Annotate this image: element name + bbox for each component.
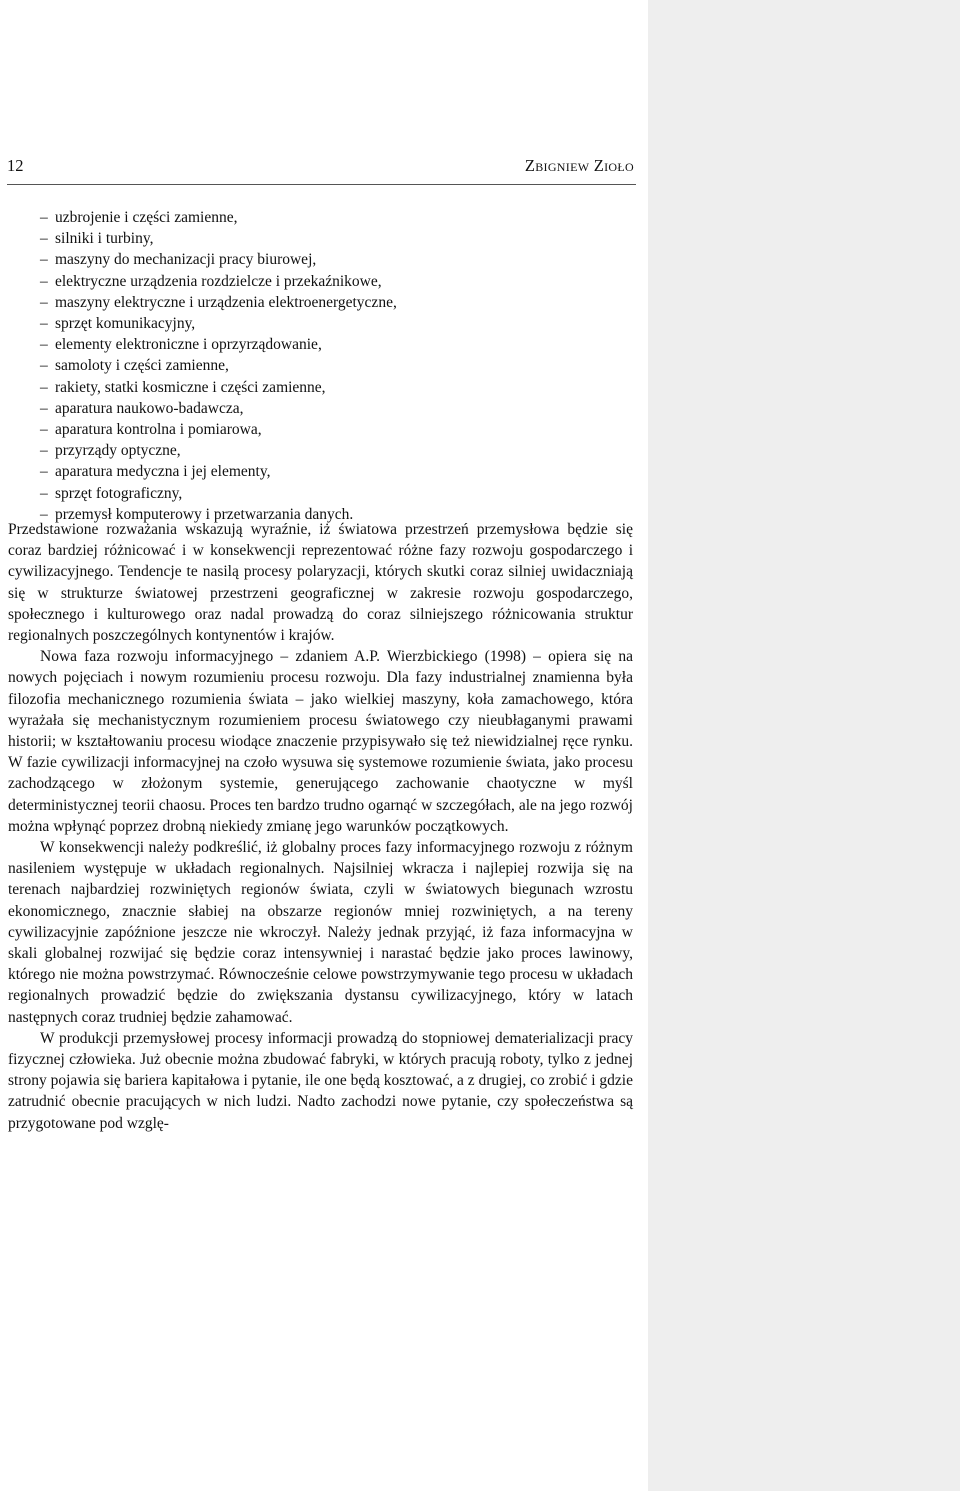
list-item (40, 483, 640, 504)
list-item (40, 419, 640, 440)
list-item (40, 461, 640, 482)
paragraph: W produkcji przemysłowej procesy informacji prowadzą do stopniowej dematerializacji pracy fizycznej człowieka. Już obecnie można zbudować fabryki, w których pracują roboty, tylko z jednej strony pojawia się bariera kapitałowa i pytanie, ile one będą kosztować, a z drugiej, co zrobić i gdzie zatrudnić obecnie pracujących w nich ludzi. Nadto zachodzi nowe pytanie, czy społeczeństwa są przygotowane pod wzglę- (8, 1029, 633, 1132)
list-item-text: rakiety, statki kosmiczne i części zamienne, (55, 378, 326, 396)
paragraph: W konsekwencji należy podkreślić, iż globalny proces fazy informacyjnego rozwoju z różnym nasileniem występuje w układach regionalnych. Najsilniej wkracza i najlepiej rozwija się na terenach najbardziej rozwiniętych regionów świata, czyli w światowych biegunach wzrostu ekonomicznego, znacznie słabiej na obszarze regionów mniej rozwiniętych, a na tereny cywilizacyjnie zapóźnione jeszcze nie wkroczył. Należy jednak przyjąć, iż faza informacyjna w skali globalnej rozwijać się będzie coraz intensywniej i narastać będzie jako proces lawinowy, którego nie można powstrzymać. Równocześnie celowe powstrzymywanie tego procesu w układach regionalnych prowadzić będzie do zwiększania dystansu cywilizacyjnego, który w latach następnych coraz trudniej będzie zahamować. (8, 839, 633, 1026)
dash-marker: – (40, 251, 48, 269)
list-item-text: przyrządy optyczne, (55, 442, 181, 460)
dash-marker: – (40, 357, 48, 375)
list-item-text: elementy elektroniczne i oprzyrządowanie, (55, 336, 322, 354)
dash-marker: – (40, 399, 48, 417)
dash-marker: – (40, 378, 48, 396)
paragraph: Przedstawione rozważania wskazują wyraźnie, iż światowa przestrzeń przemysłowa będzie się coraz bardziej różnicować i w konsekwencji reprezentować różne fazy rozwoju gospodarczego i cywilizacyjnego. Tendencje te nasilą procesy polaryzacji, których skutki coraz silniej uwidaczniają się w strukturze światowej przestrzeni geograficznej w zakresie rozwoju gospodarczego, społecznego i kulturowego oraz nadal prowadzą do coraz silniejszego różnicowania struktur regionalnych poszczególnych kontynentów i krajów. (8, 521, 633, 645)
list-item (40, 334, 640, 355)
dash-marker: – (40, 421, 48, 439)
list-item-text: przemysł komputerowy i przetwarzania danych. (55, 505, 354, 523)
list-item-text: sprzęt fotograficzny, (55, 484, 183, 502)
list-item (40, 228, 640, 249)
dash-marker: – (40, 463, 48, 481)
list-item-text: maszyny elektryczne i urządzenia elektroenergetyczne, (55, 293, 397, 311)
list-item (40, 377, 640, 398)
list-item-text: uzbrojenie i części zamienne, (55, 209, 238, 226)
list-item (40, 313, 640, 334)
body-text (8, 519, 633, 1134)
list-item-text: maszyny do mechanizacji pracy biurowej, (55, 251, 317, 269)
dash-marker: – (40, 230, 48, 248)
list-item-text: sprzęt komunikacyjny, (55, 315, 196, 333)
list-item-text: samoloty i części zamienne, (55, 357, 229, 375)
dash-marker: – (40, 315, 48, 333)
dash-marker: – (40, 484, 48, 502)
list-item (40, 355, 640, 376)
running-header (7, 156, 636, 185)
running-author: Zbigniew Zioło (524, 156, 634, 175)
list-item (40, 398, 640, 419)
list-item (40, 292, 640, 313)
list-item (40, 271, 640, 292)
list-item-text: silniki i turbiny, (55, 230, 154, 248)
dash-marker: – (40, 442, 48, 460)
paragraph: Nowa faza rozwoju informacyjnego – zdaniem A.P. Wierzbickiego (1998) – opiera się na nowych pojęciach i nowym rozumieniu procesu rozwoju. Dla fazy industrialnej znamienna była filozofia mechanicznego rozumienia świata – jako wielkiej maszyny, koła zamachowego, która wyrażała się mechanistycznym rozumieniem procesu światowego czy nieubłaganymi prawami historii; w kształtowaniu procesu wiodące znaczenie przypisywało się też niewidzialnej ręce rynku. W fazie cywilizacji informacyjnej na czoło wysuwa się systemowe rozumienie świata, jako procesu zachodzącego w złożonym systemie, generującego zachowanie chaotyczne w myśl deterministycznej teorii chaosu. Proces ten bardzo trudno ogarnąć w szczegółach, ale na jego rozwój można wpłynąć poprzez drobną niekiedy zmianę jego warunków początkowych. (8, 648, 633, 835)
dash-marker: – (40, 272, 48, 290)
list-item (40, 440, 640, 461)
list-item-text: aparatura medyczna i jej elementy, (55, 463, 271, 481)
bullet-list (40, 207, 640, 525)
dash-marker: – (40, 209, 48, 226)
page-number: 12 (7, 156, 24, 175)
dash-marker: – (40, 336, 48, 354)
list-item-text: aparatura naukowo-badawcza, (55, 399, 244, 417)
dash-marker: – (40, 505, 48, 523)
dash-marker: – (40, 293, 48, 311)
right-margin-panel (648, 0, 960, 1491)
list-item-text: elektryczne urządzenia rozdzielcze i przekaźnikowe, (55, 272, 382, 290)
list-item (40, 249, 640, 270)
list-item (40, 207, 640, 228)
list-item-text: aparatura kontrolna i pomiarowa, (55, 421, 262, 439)
